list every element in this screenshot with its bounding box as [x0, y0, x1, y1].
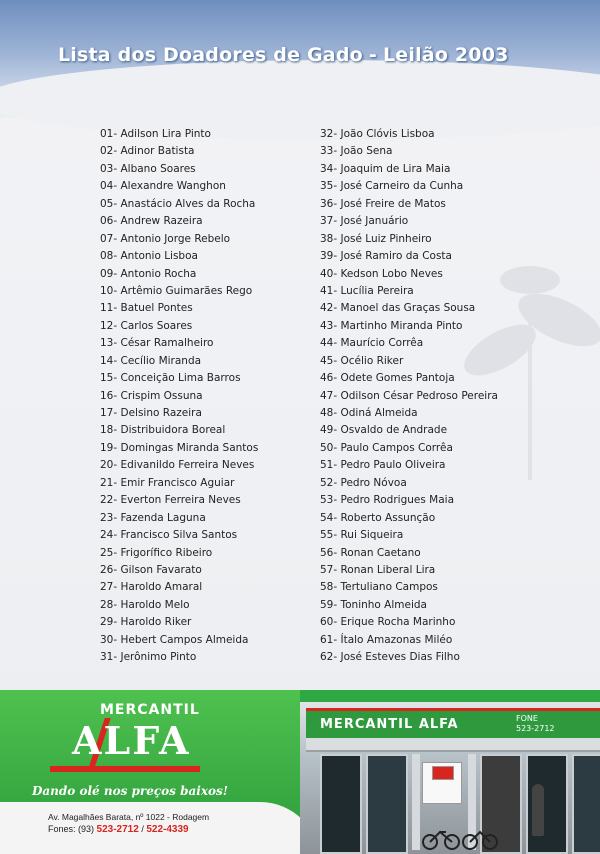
title-separator: - [368, 44, 377, 66]
phone-separator: / [141, 824, 144, 834]
store-door [572, 754, 600, 854]
donor-list-item: 22- Everton Ferreira Neves [100, 494, 241, 507]
donor-list-item: 27- Haroldo Amaral [100, 581, 203, 594]
donor-list-item: 17- Delsino Razeira [100, 407, 202, 419]
phone-1: 523-2712 [96, 824, 139, 835]
donor-list-item: 35- José Carneiro da Cunha [320, 180, 464, 193]
donor-list-item: 01- Adilson Lira Pinto [100, 128, 211, 140]
donor-list-item: 02- Adinor Batista [100, 145, 195, 158]
donor-list-item: 59- Toninho Almeida [320, 598, 427, 611]
brand-top: MERCANTIL [100, 702, 200, 718]
donor-list-item: 11- Batuel Pontes [100, 302, 193, 315]
donor-list-item: 60- Erique Rocha Marinho [320, 616, 456, 629]
ad-brand-panel [0, 690, 300, 854]
donor-list-item: 10- Artêmio Guimarães Rego [100, 284, 253, 297]
store-sign-phone-label: FONE [516, 714, 538, 723]
donor-list-item: 06- Andrew Razeira [100, 215, 203, 228]
donor-list-item: 46- Odete Gomes Pantoja [320, 372, 455, 385]
donor-list-item: 03- Albano Soares [100, 162, 196, 175]
donor-list-item: 15- Conceição Lima Barros [100, 372, 241, 385]
donor-list-item: 42- Manoel das Graças Sousa [320, 302, 476, 315]
donor-list-item: 23- Fazenda Laguna [100, 511, 206, 524]
donor-list-item: 05- Anastácio Alves da Rocha [100, 197, 256, 210]
donor-list-item: 08- Antonio Lisboa [100, 250, 198, 263]
donor-list-item: 40- Kedson Lobo Neves [320, 267, 443, 280]
donor-list-item: 09- Antonio Rocha [100, 267, 197, 280]
donor-list-item: 47- Odilson César Pedroso Pereira [320, 389, 498, 402]
donor-list-item: 45- Océlio Riker [320, 354, 404, 367]
title-main: Lista dos Doadores de Gado [58, 44, 363, 66]
donor-list-item: 31- Jerônimo Pinto [100, 651, 197, 664]
donor-list-item: 51- Pedro Paulo Oliveira [320, 459, 446, 472]
logo-red-bar [50, 766, 200, 772]
donor-list-column-1 [100, 126, 258, 667]
donor-list-column-2 [320, 126, 498, 667]
donor-list-item: 25- Frigorífico Ribeiro [100, 546, 213, 559]
brand-logo: ALFA [72, 718, 191, 763]
donor-list-item: 07- Antonio Jorge Rebelo [100, 232, 231, 245]
store-sign-phone [516, 714, 555, 734]
donor-list-item: 12- Carlos Soares [100, 319, 193, 332]
donor-list-item: 53- Pedro Rodrigues Maia [320, 494, 454, 507]
donor-list-item: 50- Paulo Campos Corrêa [320, 441, 453, 454]
donor-list-item: 24- Francisco Silva Santos [100, 529, 238, 542]
donor-list-item: 61- Ítalo Amazonas Miléo [320, 633, 453, 646]
bicycles-icon [418, 822, 498, 850]
donor-list-item: 18- Distribuidora Boreal [100, 424, 226, 437]
donor-list-item: 36- José Freire de Matos [320, 197, 446, 210]
donor-list-item: 37- José Januário [320, 215, 409, 228]
donor-list-item: 38- José Luiz Pinheiro [320, 232, 432, 245]
donor-list-item: 30- Hebert Campos Almeida [100, 633, 249, 646]
donor-list-item: 13- César Ramalheiro [100, 337, 214, 350]
advertisement [0, 690, 600, 854]
store-door [366, 754, 408, 854]
donor-list-item: 16- Crispim Ossuna [100, 389, 203, 402]
donor-list-item: 54- Roberto Assunção [320, 511, 436, 524]
donor-list-item: 19- Domingas Miranda Santos [100, 441, 259, 454]
page-title [58, 44, 509, 66]
person-figure [532, 784, 544, 836]
donor-list-item: 33- João Sena [320, 145, 393, 158]
donor-list-item: 56- Ronan Caetano [320, 546, 421, 559]
ad-slogan: Dando olé nos preços baixos! [32, 784, 229, 798]
phone-2: 522-4339 [146, 824, 189, 835]
donor-list-item: 26- Gilson Favarato [100, 563, 202, 576]
donor-list-item: 58- Tertuliano Campos [320, 581, 438, 594]
donor-list-item: 62- José Esteves Dias Filho [320, 651, 460, 664]
donor-list-item: 57- Ronan Liberal Lira [320, 563, 436, 576]
donor-list-item: 34- Joaquim de Lira Maia [320, 162, 451, 175]
store-sign-text: MERCANTIL ALFA [320, 717, 459, 732]
ad-phones [48, 824, 189, 835]
store-sign-board [306, 708, 600, 741]
donor-list-item: 20- Edivanildo Ferreira Neves [100, 459, 255, 472]
donor-list-item: 52- Pedro Nóvoa [320, 476, 407, 489]
donor-list-item: 04- Alexandre Wanghon [100, 180, 226, 193]
store-door [320, 754, 362, 854]
ad-address: Av. Magalhães Barata, nº 1022 - Rodagem [48, 812, 210, 822]
donor-list-item: 29- Haroldo Riker [100, 616, 192, 629]
donor-list-item: 14- Cecílio Miranda [100, 354, 202, 367]
store-awning [306, 738, 600, 752]
donor-list-item: 21- Emir Francisco Aguiar [100, 476, 235, 489]
donor-list-item: 41- Lucília Pereira [320, 284, 414, 297]
donor-list-item: 44- Maurício Corrêa [320, 337, 424, 350]
donor-list-item: 28- Haroldo Melo [100, 598, 190, 611]
store-photo [300, 702, 600, 854]
header-curve [0, 60, 600, 140]
store-poster-red [432, 766, 454, 780]
donor-list-item: 43- Martinho Miranda Pinto [320, 319, 463, 332]
donor-list-item: 32- João Clóvis Lisboa [320, 128, 435, 140]
store-sign-phone-number: 523-2712 [516, 724, 555, 733]
donor-list-item: 55- Rui Siqueira [320, 529, 404, 542]
phones-label: Fones: (93) [48, 824, 95, 834]
title-event: Leilão 2003 [382, 44, 509, 66]
donor-list-item: 48- Odiná Almeida [320, 407, 418, 419]
donor-list-item: 39- José Ramiro da Costa [320, 250, 452, 263]
donor-list-item: 49- Osvaldo de Andrade [320, 424, 448, 437]
